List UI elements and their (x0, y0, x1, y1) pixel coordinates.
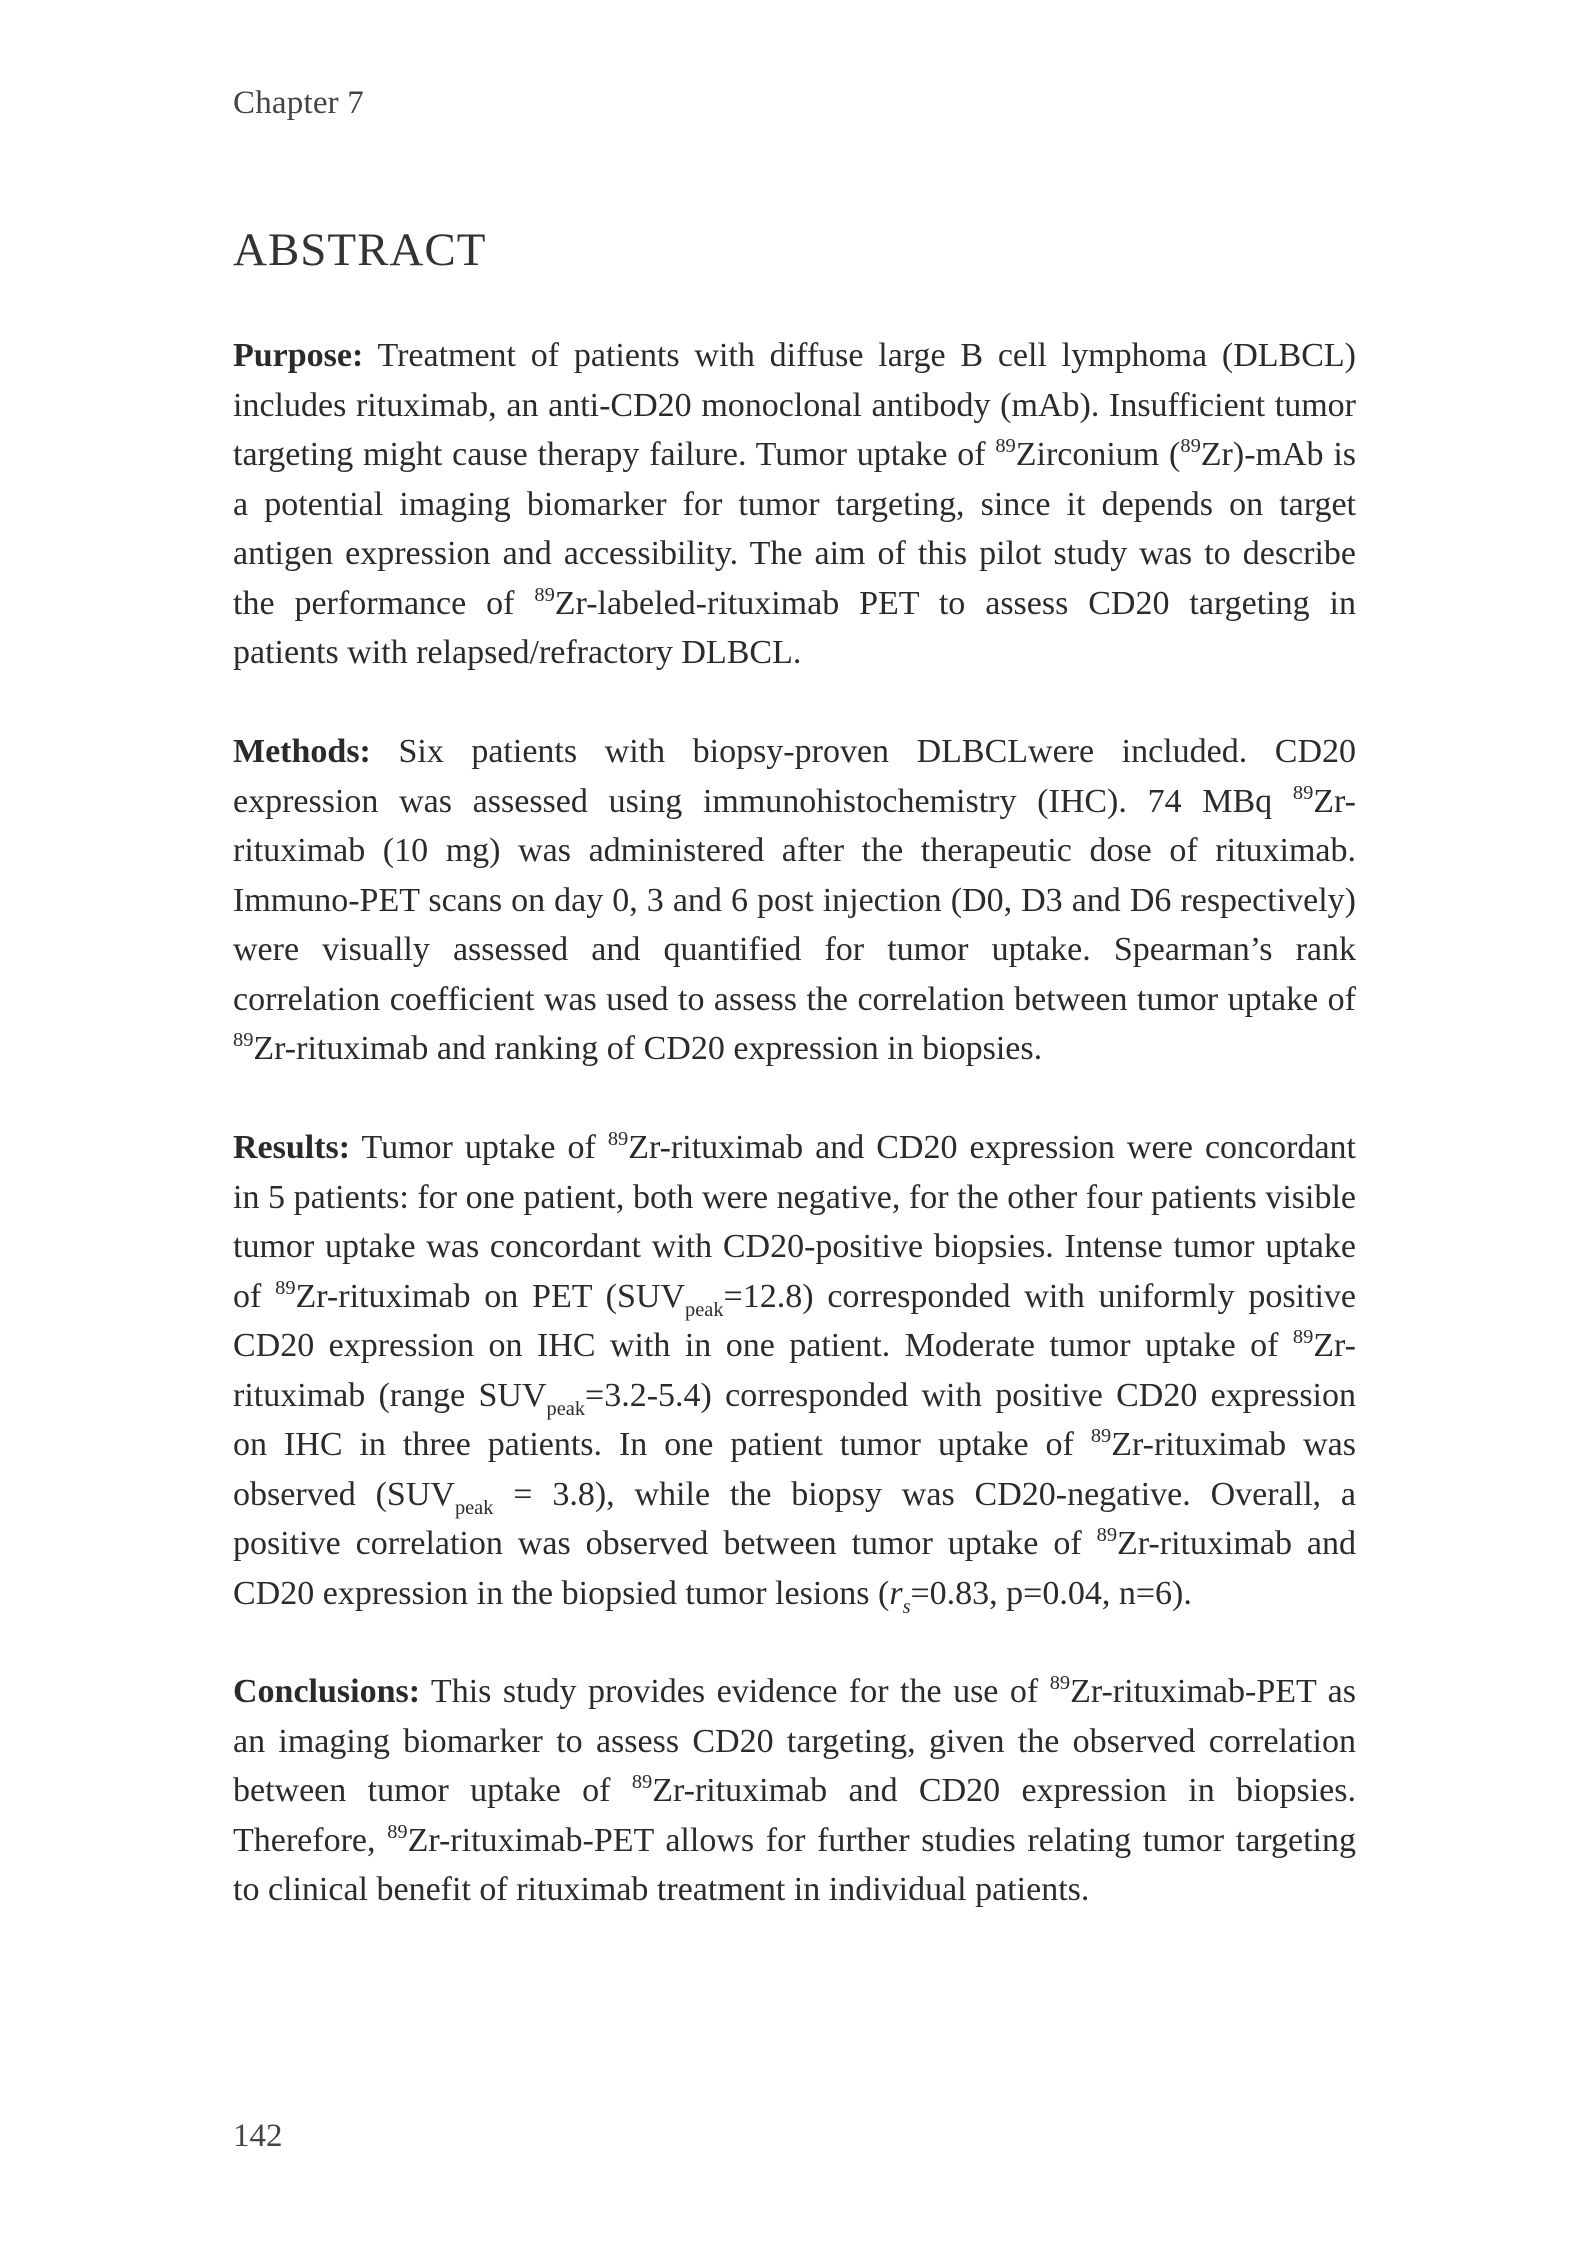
methods-label: Methods: (233, 733, 371, 770)
results-text-2: Zr-rituximab and CD20 expression were concordant in 5 patients: for one patient, both were negative, for the other four patients visible tumor uptake was concordant with CD20-positive biopsies. Intense tumor uptake of (233, 1129, 1356, 1315)
correlation-symbol: r (889, 1574, 903, 1612)
suv-subscript: peak (685, 1298, 724, 1321)
isotope-superscript: 89 (1090, 1424, 1112, 1447)
isotope-superscript: 89 (995, 434, 1016, 457)
purpose-text-1: Treatment of patients with diffuse large B cell lymphoma (DLBCL) includes rituximab, an anti-CD20 monoclonal antibody (mAb). Insufficient tumor targeting might cause therapy failure. Tumor uptake of (233, 337, 1356, 473)
isotope-superscript: 89 (1096, 1523, 1118, 1546)
methods-text-2: Zr-rituximab (10 mg) was administered after the therapeutic dose of rituximab. Immuno-PET scans on day 0, 3 and 6 post injection (D0, D3 and D6 respectively) were visually assessed and quantified for tumor uptake. Spearman’s rank correlation coefficient was used to assess the correlation between tumor uptake of (233, 782, 1356, 1018)
suv-subscript: peak (546, 1397, 586, 1420)
conclusions-label: Conclusions: (233, 1673, 421, 1710)
suv-subscript: peak (454, 1496, 494, 1519)
section-title: ABSTRACT (233, 224, 487, 276)
results-text-9: Zr-rituximab and CD20 expression in the biopsied tumor lesions ( (233, 1525, 1356, 1612)
correlation-subscript (903, 1596, 911, 1618)
results-text-10: =0.83, p=0.04, n=6). (910, 1574, 1192, 1612)
purpose-paragraph (233, 331, 1356, 678)
isotope-superscript: 89 (387, 1820, 408, 1843)
results-paragraph (233, 1123, 1356, 1618)
results-text-6: =3.2-5.4) corresponded with positive CD20 expression on IHC in three patients. In one patient tumor uptake of (233, 1376, 1356, 1463)
results-label: Results: (233, 1129, 351, 1166)
purpose-text-3: Zr)-mAb is a potential imaging biomarker for tumor targeting, since it depends on target antigen expression and accessibility. The aim of this pilot study was to describe the performance of (233, 436, 1356, 622)
methods-text-1: Six patients with biopsy-proven DLBCLwere included. CD20 expression was assessed using immunohistochemistry (IHC). 74 MBq (233, 733, 1356, 820)
isotope-superscript: 89 (631, 1770, 653, 1793)
results-text-4: =12.8) corresponded with uniformly positive CD20 expression on IHC with in one patient. Moderate tumor uptake of (233, 1277, 1356, 1364)
purpose-text-2: Zirconium ( (1015, 436, 1181, 473)
results-text-3: Zr-rituximab on PET (SUV (295, 1277, 686, 1315)
results-text-1: Tumor uptake of (350, 1129, 608, 1166)
isotope-superscript: 89 (1292, 1325, 1314, 1348)
purpose-label: Purpose: (233, 337, 364, 374)
isotope-superscript: 89 (607, 1127, 629, 1150)
isotope-superscript: 89 (1292, 781, 1314, 804)
isotope-superscript: 89 (1180, 434, 1201, 457)
conclusions-text-3: Zr-rituximab and CD20 expression in biopsies. Therefore, (233, 1772, 1357, 1859)
conclusions-text-2: Zr-rituximab-PET as an imaging biomarker to assess CD20 targeting, given the observed correlation between tumor uptake of (233, 1673, 1356, 1809)
isotope-superscript: 89 (1049, 1671, 1071, 1694)
isotope-superscript: 89 (275, 1276, 296, 1299)
results-text-5: Zr-rituximab (range SUV (233, 1327, 1356, 1414)
isotope-superscript: 89 (534, 583, 555, 606)
methods-text-3: Zr-rituximab and ranking of CD20 expression in biopsies. (253, 1030, 1043, 1067)
results-text-8: = 3.8), while the biopsy was CD20-negative. Overall, a positive correlation was observed between tumor uptake of (233, 1475, 1357, 1562)
results-text-7: Zr-rituximab was observed (SUV (233, 1426, 1356, 1513)
conclusions-text-4: Zr-rituximab-PET allows for further studies relating tumor targeting to clinical benefit of rituximab treatment in individual patients. (233, 1821, 1357, 1908)
conclusions-text-1: This study provides evidence for the use of (420, 1673, 1050, 1710)
conclusions-paragraph (233, 1667, 1356, 1915)
running-head: Chapter 7 (233, 85, 365, 121)
purpose-text-4: Zr-labeled-rituximab PET to assess CD20 targeting in patients with relapsed/refractory DLBCL. (233, 584, 1356, 671)
isotope-superscript: 89 (233, 1028, 254, 1051)
methods-paragraph (233, 727, 1356, 1074)
page-number: 142 (233, 2118, 283, 2154)
correlation-subscript-letter: s (902, 1595, 911, 1618)
